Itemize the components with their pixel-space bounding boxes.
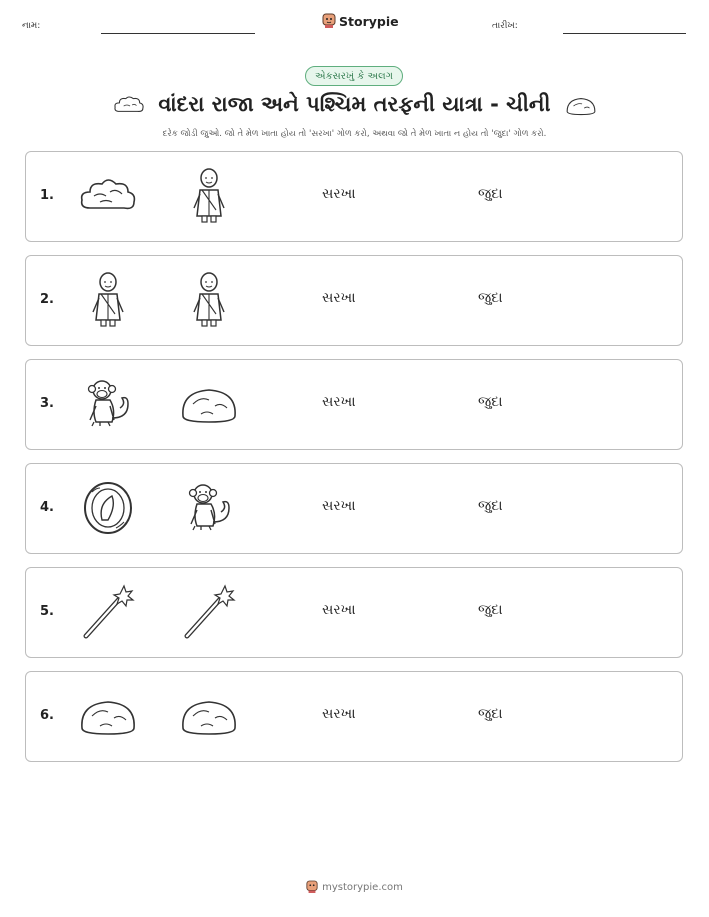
different-option[interactable]: જુદા xyxy=(478,394,503,410)
storypie-mascot-icon xyxy=(306,880,318,894)
same-option[interactable]: સરખા xyxy=(322,602,356,618)
instructions: દરેક જોડી જુઓ. જો તે મેળ ખાતા હોય તો 'સરખા' ગોળ કરો, અથવા જો તે મેળ ખાતા ન હોય તો 'જુદા' ગોળ કરો. xyxy=(162,129,547,139)
row-number: 6. xyxy=(40,708,54,723)
row-number: 1. xyxy=(40,188,54,203)
same-option[interactable]: સરખા xyxy=(322,498,356,514)
same-option[interactable]: સરખા xyxy=(322,706,356,722)
row-number: 3. xyxy=(40,396,54,411)
stone-icon xyxy=(78,686,138,746)
different-option[interactable]: જુદા xyxy=(478,602,503,618)
storypie-mascot-icon xyxy=(322,13,336,29)
pair-row xyxy=(25,463,683,554)
footer-url[interactable]: mystorypie.com xyxy=(322,881,403,893)
different-option[interactable]: જુદા xyxy=(478,290,503,306)
different-option[interactable]: જુદા xyxy=(478,498,503,514)
name-line[interactable] xyxy=(101,33,255,34)
cloud-icon xyxy=(78,166,138,226)
row-number: 4. xyxy=(40,500,54,515)
pair-row xyxy=(25,359,683,450)
row-number: 5. xyxy=(40,604,54,619)
page-title: વાંદરા રાજા અને પશ્ચિમ તરફની યાત્રા - ચીની xyxy=(158,92,551,116)
pair-row xyxy=(25,151,683,242)
same-option[interactable]: સરખા xyxy=(322,186,356,202)
brand-name: Storypie xyxy=(339,13,399,29)
same-option[interactable]: સરખા xyxy=(322,290,356,306)
monkey-icon xyxy=(78,374,138,434)
monk-icon xyxy=(179,166,239,226)
peach-icon xyxy=(78,478,138,538)
footer xyxy=(0,880,709,894)
worksheet-type-badge: એકસરખું કે અલગ xyxy=(305,66,403,86)
pair-row xyxy=(25,671,683,762)
different-option[interactable]: જુદા xyxy=(478,706,503,722)
stone-icon xyxy=(179,374,239,434)
pair-row xyxy=(25,567,683,658)
date-line[interactable] xyxy=(563,33,686,34)
date-label: તારીખ: xyxy=(492,21,518,31)
brand-logo xyxy=(322,13,399,29)
staff-icon xyxy=(78,582,138,642)
monkey-icon xyxy=(179,478,239,538)
stone-icon xyxy=(565,95,597,117)
row-number: 2. xyxy=(40,292,54,307)
same-option[interactable]: સરખા xyxy=(322,394,356,410)
pair-row xyxy=(25,255,683,346)
stone-icon xyxy=(179,686,239,746)
name-label: નામ: xyxy=(22,21,41,31)
monk-icon xyxy=(179,270,239,330)
staff-icon xyxy=(179,582,239,642)
monk-icon xyxy=(78,270,138,330)
different-option[interactable]: જુદા xyxy=(478,186,503,202)
